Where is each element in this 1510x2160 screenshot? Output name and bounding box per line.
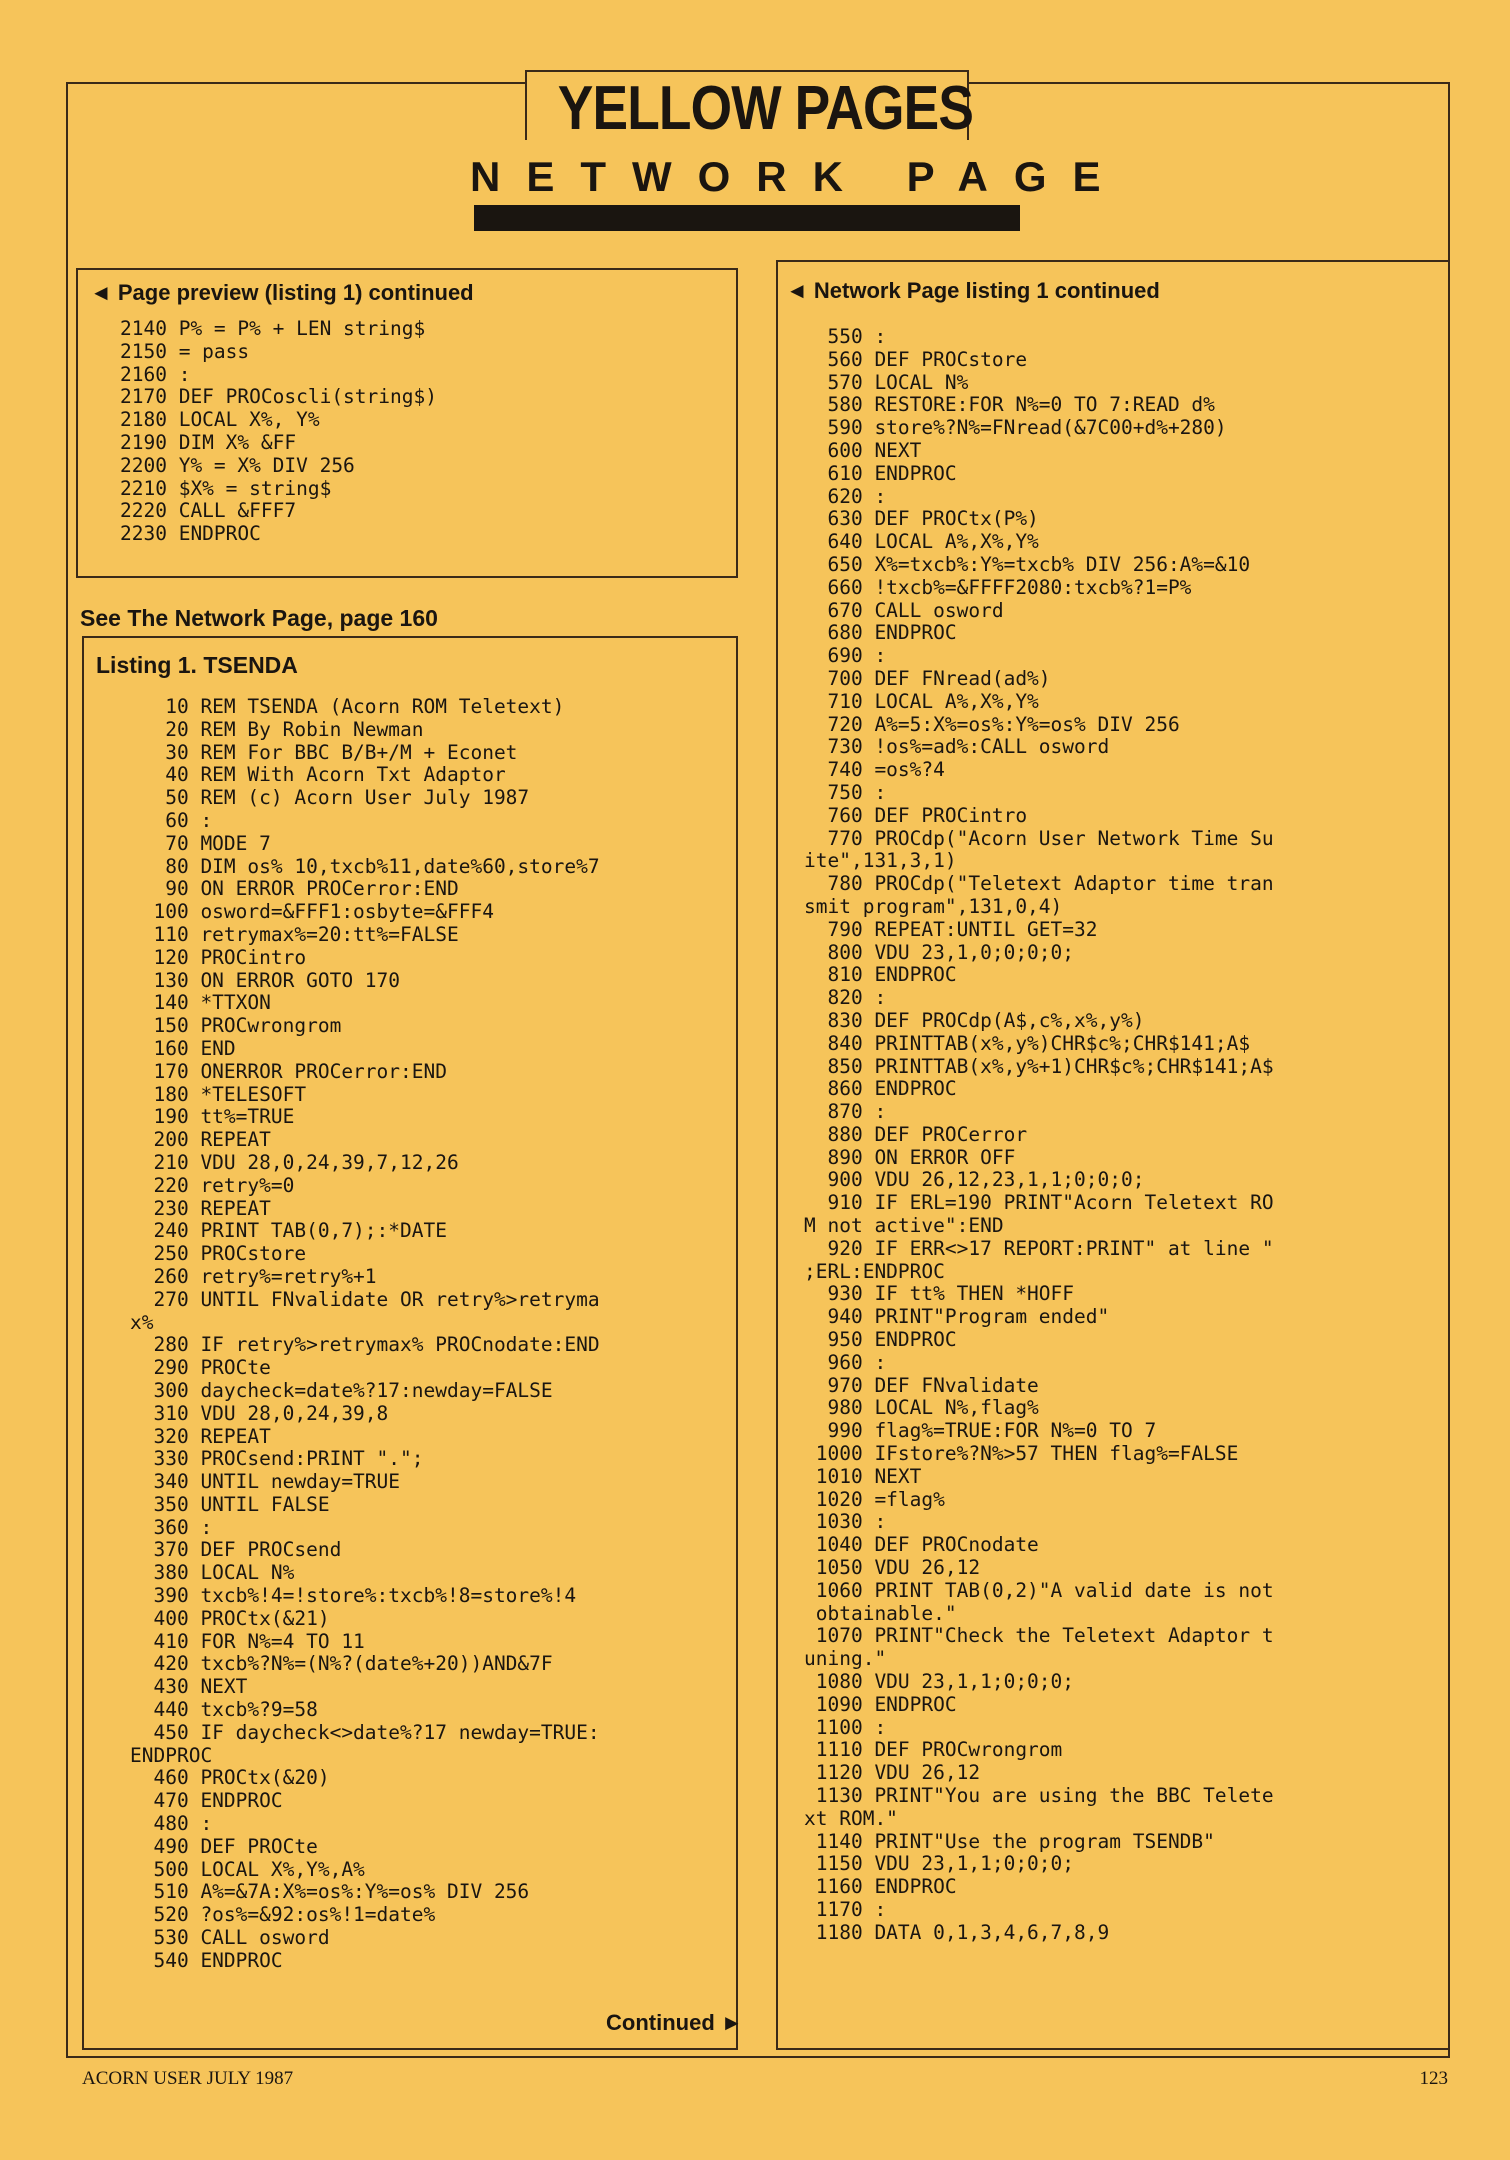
code-line: 930 IF tt% THEN *HOFF	[804, 1282, 1075, 1306]
code-line: 910 IF ERL=190 PRINT"Acorn Teletext RO	[804, 1191, 1274, 1215]
code-line: 340 UNTIL newday=TRUE	[130, 1470, 401, 1494]
title-underline-bar	[474, 205, 1020, 231]
code-line: 800 VDU 23,1,0;0;0;0;	[804, 940, 1075, 964]
code-line: ite",131,3,1)	[804, 849, 957, 873]
code-line: 80 DIM os% 10,txcb%11,date%60,store%7	[130, 854, 600, 878]
code-line: 330 PROCsend:PRINT ".";	[130, 1447, 424, 1471]
code-line: 170 ONERROR PROCerror:END	[130, 1059, 447, 1083]
code-line: 1180 DATA 0,1,3,4,6,7,8,9	[804, 1920, 1110, 1944]
code-line: 210 VDU 28,0,24,39,7,12,26	[130, 1150, 459, 1174]
code-line: 1020 =flag%	[804, 1487, 945, 1511]
code-line: 670 CALL osword	[804, 598, 1004, 622]
code-line: 190 tt%=TRUE	[130, 1105, 295, 1129]
code-line: 920 IF ERR<>17 REPORT:PRINT" at line "	[804, 1236, 1274, 1260]
code-line: 2160 :	[120, 362, 191, 386]
code-line: M not active":END	[804, 1214, 1004, 1238]
code-line: 1080 VDU 23,1,1;0;0;0;	[804, 1670, 1075, 1694]
code-line: 780 PROCdp("Teletext Adaptor time tran	[804, 872, 1274, 896]
code-line: 200 REPEAT	[130, 1128, 271, 1152]
code-line: 640 LOCAL A%,X%,Y%	[804, 530, 1039, 554]
code-line: 770 PROCdp("Acorn User Network Time Su	[804, 826, 1274, 850]
code-line: 30 REM For BBC B/B+/M + Econet	[130, 740, 518, 764]
code-line: 1170 :	[804, 1897, 887, 1921]
code-line: 560 DEF PROCstore	[804, 347, 1028, 371]
code-line: 590 store%?N%=FNread(&7C00+d%+280)	[804, 416, 1227, 440]
code-line: 750 :	[804, 780, 887, 804]
code-line: 240 PRINT TAB(0,7);:*DATE	[130, 1219, 447, 1243]
code-line: 960 :	[804, 1350, 887, 1374]
code-line: 2170 DEF PROCoscli(string$)	[120, 385, 437, 409]
page-title: YELLOW PAGES	[557, 74, 974, 143]
code-line: 90 ON ERROR PROCerror:END	[130, 877, 459, 901]
code-line: 40 REM With Acorn Txt Adaptor	[130, 763, 506, 787]
code-line: 20 REM By Robin Newman	[130, 717, 424, 741]
code-line: 130 ON ERROR GOTO 170	[130, 968, 401, 992]
code-line: 140 *TTXON	[130, 991, 271, 1015]
code-line: 480 :	[130, 1812, 213, 1836]
code-line: 460 PROCtx(&20)	[130, 1766, 330, 1790]
code-line: 530 CALL osword	[130, 1926, 330, 1950]
code-line: 820 :	[804, 986, 887, 1010]
code-line: 110 retrymax%=20:tt%=FALSE	[130, 922, 459, 946]
code-line: 860 ENDPROC	[804, 1077, 957, 1101]
code-line: 1140 PRINT"Use the program TSENDB"	[804, 1829, 1215, 1853]
code-line: 2220 CALL &FFF7	[120, 499, 297, 523]
code-line: 70 MODE 7	[130, 831, 271, 855]
code-line: 900 VDU 26,12,23,1,1;0;0;0;	[804, 1168, 1145, 1192]
code-line: 490 DEF PROCte	[130, 1834, 318, 1858]
code-line: 60 :	[130, 808, 213, 832]
code-line: 1120 VDU 26,12	[804, 1761, 981, 1785]
code-line: 150 PROCwrongrom	[130, 1014, 342, 1038]
code-line: smit program",131,0,4)	[804, 894, 1063, 918]
code-line: 1050 VDU 26,12	[804, 1556, 981, 1580]
code-line: 260 retry%=retry%+1	[130, 1264, 377, 1288]
code-line: 810 ENDPROC	[804, 963, 957, 987]
code-line: 410 FOR N%=4 TO 11	[130, 1629, 365, 1653]
code-line: 1110 DEF PROCwrongrom	[804, 1738, 1063, 1762]
code-line: 270 UNTIL FNvalidate OR retry%>retryma	[130, 1287, 600, 1311]
title-box	[525, 70, 974, 143]
code-line: 790 REPEAT:UNTIL GET=32	[804, 917, 1098, 941]
preview-code	[120, 318, 437, 546]
code-line: 290 PROCte	[130, 1356, 271, 1380]
preview-box-heading: ◄ Page preview (listing 1) continued	[90, 280, 474, 305]
code-line: 690 :	[804, 644, 887, 668]
code-line: 400 PROCtx(&21)	[130, 1606, 330, 1630]
code-line: 610 ENDPROC	[804, 461, 957, 485]
code-line: ENDPROC	[130, 1743, 213, 1767]
code-line: 420 txcb%?N%=(N%?(date%+20))AND&7F	[130, 1652, 553, 1676]
code-line: 680 ENDPROC	[804, 621, 957, 645]
code-line: 450 IF daycheck<>date%?17 newday=TRUE:	[130, 1720, 600, 1744]
footer-page-number: 123	[1419, 2068, 1448, 2089]
code-line: 350 UNTIL FALSE	[130, 1492, 330, 1516]
code-line: 730 !os%=ad%:CALL osword	[804, 735, 1110, 759]
code-line: 1060 PRINT TAB(0,2)"A valid date is not	[804, 1578, 1274, 1602]
code-line: 280 IF retry%>retrymax% PROCnodate:END	[130, 1333, 600, 1357]
code-line: 1150 VDU 23,1,1;0;0;0;	[804, 1852, 1075, 1876]
network-box	[776, 260, 1450, 2050]
code-line: 740 =os%?4	[804, 758, 945, 782]
code-line: 120 PROCintro	[130, 945, 307, 969]
code-line: 380 LOCAL N%	[130, 1561, 295, 1585]
code-line: obtainable."	[804, 1601, 957, 1625]
code-line: 890 ON ERROR OFF	[804, 1145, 1016, 1169]
code-line: 1100 :	[804, 1715, 887, 1739]
code-line: 940 PRINT"Program ended"	[804, 1305, 1110, 1329]
code-line: 300 daycheck=date%?17:newday=FALSE	[130, 1378, 553, 1402]
code-line: 950 ENDPROC	[804, 1328, 957, 1352]
code-line: uning."	[804, 1647, 887, 1671]
code-line: 370 DEF PROCsend	[130, 1538, 342, 1562]
code-line: 830 DEF PROCdp(A$,c%,x%,y%)	[804, 1008, 1145, 1032]
code-line: 250 PROCstore	[130, 1242, 307, 1266]
code-line: ;ERL:ENDPROC	[804, 1259, 945, 1283]
code-line: 2230 ENDPROC	[120, 522, 261, 546]
code-line: 720 A%=5:X%=os%:Y%=os% DIV 256	[804, 712, 1180, 736]
code-line: 660 !txcb%=&FFFF2080:txcb%?1=P%	[804, 575, 1192, 599]
code-line: 840 PRINTTAB(x%,y%)CHR$c%;CHR$141;A$	[804, 1031, 1251, 1055]
continued-label: Continued ►	[606, 2010, 743, 2035]
code-line: 2150 = pass	[120, 339, 250, 363]
code-line: 520 ?os%=&92:os%!1=date%	[130, 1903, 436, 1927]
listing-box	[82, 636, 738, 2050]
see-note: See The Network Page, page 160	[80, 605, 438, 631]
code-line: x%	[130, 1310, 154, 1334]
code-line: 390 txcb%!4=!store%:txcb%!8=store%!4	[130, 1584, 577, 1608]
code-line: 470 ENDPROC	[130, 1789, 283, 1813]
code-line: 550 :	[804, 325, 887, 348]
preview-box	[76, 268, 738, 578]
code-line: 2180 LOCAL X%, Y%	[120, 408, 320, 432]
code-line: 710 LOCAL A%,X%,Y%	[804, 689, 1039, 713]
code-line: 230 REPEAT	[130, 1196, 271, 1220]
code-line: 630 DEF PROCtx(P%)	[804, 507, 1039, 531]
code-line: 2140 P% = P% + LEN string$	[120, 317, 426, 340]
code-line: 2210 $X% = string$	[120, 476, 332, 500]
code-line: 1090 ENDPROC	[804, 1692, 957, 1716]
network-box-heading: ◄ Network Page listing 1 continued	[786, 278, 1160, 303]
code-line: 1160 ENDPROC	[804, 1875, 957, 1899]
code-line: 1130 PRINT"You are using the BBC Telete	[804, 1784, 1274, 1807]
code-line: 760 DEF PROCintro	[804, 803, 1028, 827]
code-line: 650 X%=txcb%:Y%=txcb% DIV 256:A%=&10	[804, 552, 1251, 576]
listing-code	[130, 696, 600, 1973]
code-line: 360 :	[130, 1515, 213, 1539]
code-line: 160 END	[130, 1036, 236, 1060]
code-line: 500 LOCAL X%,Y%,A%	[130, 1857, 365, 1881]
code-line: 620 :	[804, 484, 887, 508]
code-line: 440 txcb%?9=58	[130, 1698, 318, 1722]
code-line: 700 DEF FNread(ad%)	[804, 666, 1051, 690]
code-line: 850 PRINTTAB(x%,y%+1)CHR$c%;CHR$141;A$	[804, 1054, 1274, 1078]
code-line: 510 A%=&7A:X%=os%:Y%=os% DIV 256	[130, 1880, 530, 1904]
page-subtitle: NETWORK PAGE	[470, 153, 1127, 200]
code-line: 970 DEF FNvalidate	[804, 1373, 1039, 1397]
code-line: 870 :	[804, 1100, 887, 1124]
network-code	[804, 326, 1274, 1945]
code-line: 50 REM (c) Acorn User July 1987	[130, 786, 530, 810]
code-line: 1030 :	[804, 1510, 887, 1534]
code-line: 320 REPEAT	[130, 1424, 271, 1448]
code-line: 1040 DEF PROCnodate	[804, 1533, 1039, 1557]
code-line: 310 VDU 28,0,24,39,8	[130, 1401, 389, 1425]
code-line: 1000 IFstore%?N%>57 THEN flag%=FALSE	[804, 1442, 1239, 1466]
code-line: 980 LOCAL N%,flag%	[804, 1396, 1039, 1420]
code-line: 540 ENDPROC	[130, 1948, 283, 1972]
code-line: 1070 PRINT"Check the Teletext Adaptor t	[804, 1624, 1274, 1648]
footer-magazine: ACORN USER JULY 1987	[82, 2068, 294, 2089]
code-line: 600 NEXT	[804, 438, 922, 462]
code-line: 100 osword=&FFF1:osbyte=&FFF4	[130, 900, 494, 924]
code-line: 990 flag%=TRUE:FOR N%=0 TO 7	[804, 1419, 1157, 1443]
code-line: 880 DEF PROCerror	[804, 1122, 1028, 1146]
code-line: 1010 NEXT	[804, 1464, 922, 1488]
code-line: 10 REM TSENDA (Acorn ROM Teletext)	[130, 695, 565, 718]
code-line: 220 retry%=0	[130, 1173, 295, 1197]
code-line: 180 *TELESOFT	[130, 1082, 307, 1106]
code-line: 580 RESTORE:FOR N%=0 TO 7:READ d%	[804, 393, 1215, 417]
listing-box-heading: Listing 1. TSENDA	[96, 652, 298, 678]
code-line: xt ROM."	[804, 1806, 898, 1830]
code-line: 2200 Y% = X% DIV 256	[120, 453, 355, 477]
code-line: 570 LOCAL N%	[804, 370, 969, 394]
code-line: 2190 DIM X% &FF	[120, 430, 297, 454]
code-line: 430 NEXT	[130, 1675, 248, 1699]
